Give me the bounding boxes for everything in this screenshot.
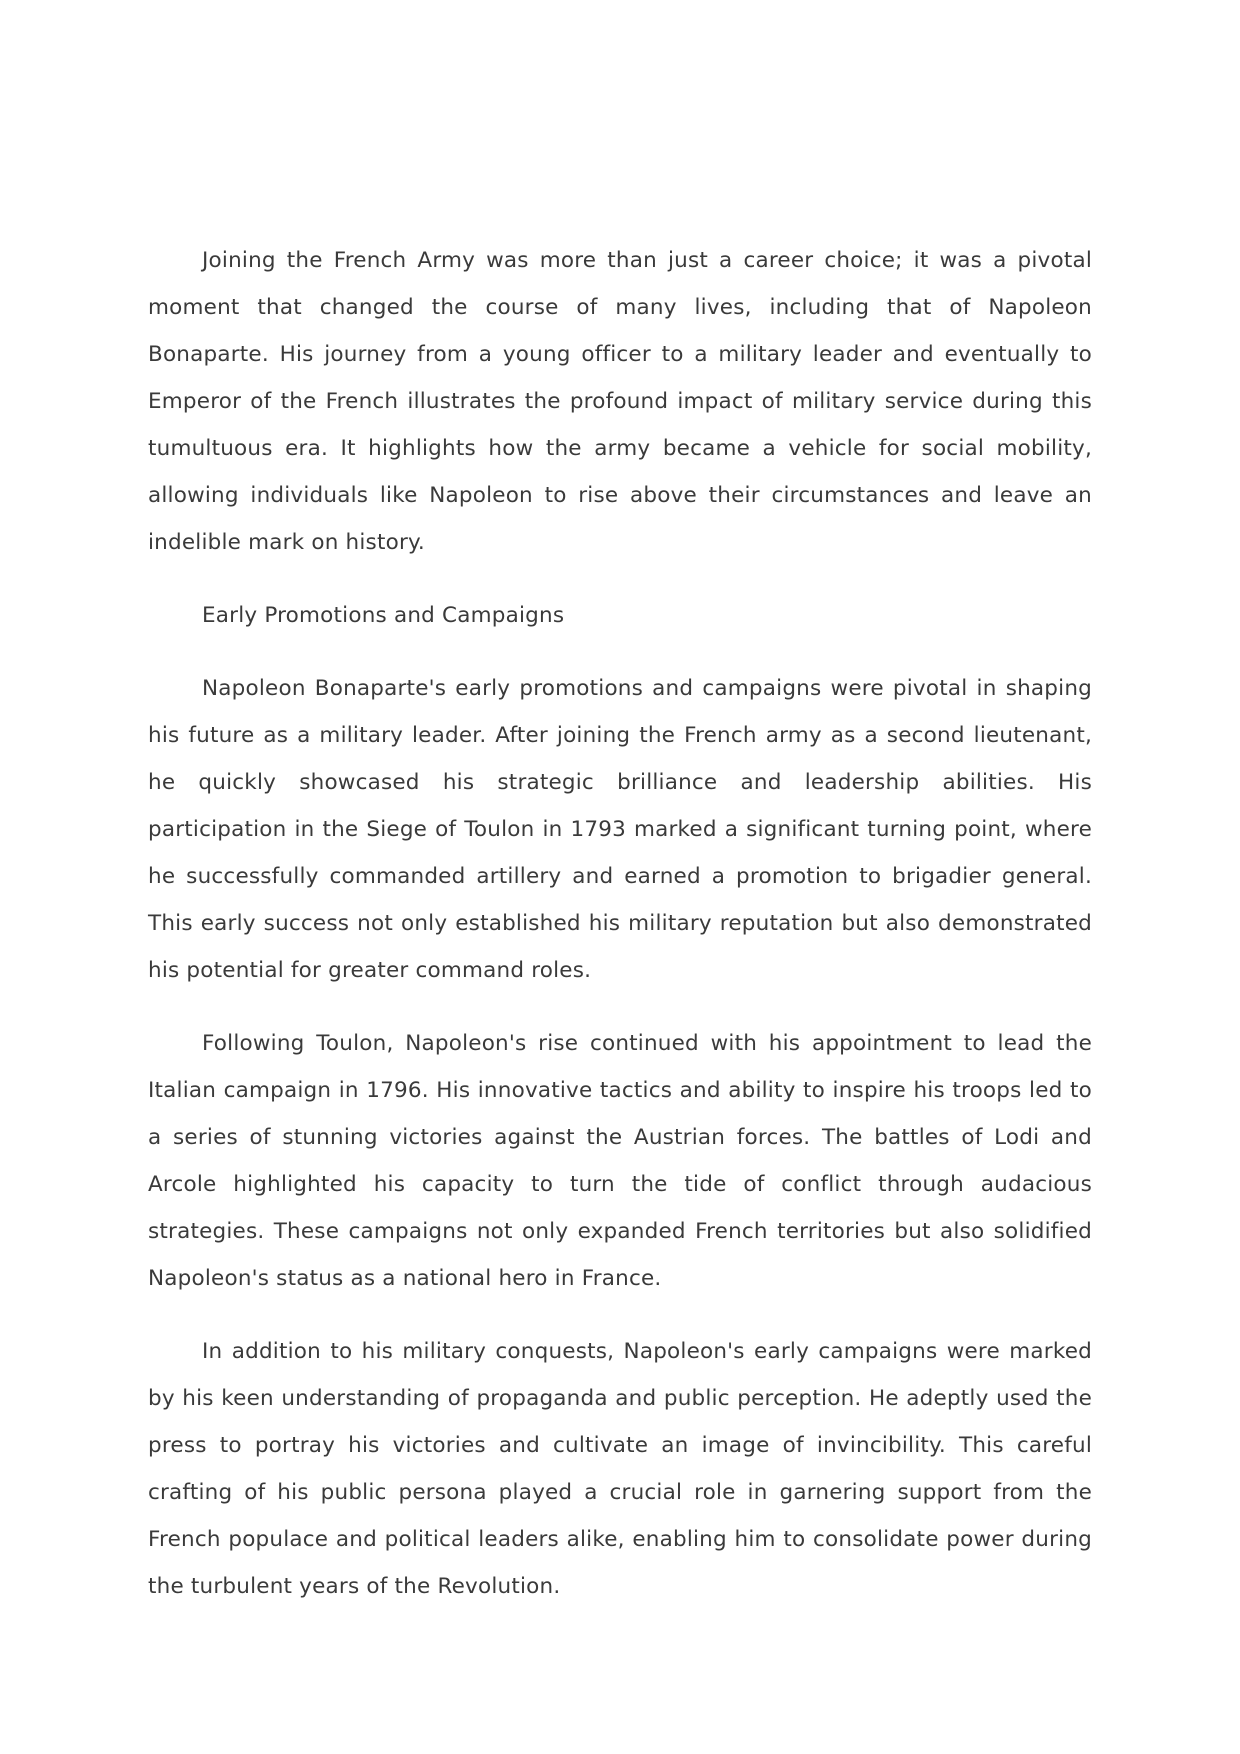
document-body: [148, 237, 1092, 1636]
paragraph-intro: Joining the French Army was more than just a career choice; it was a pivotal moment that changed the course of many lives, including that of Napoleon Bonaparte. His journey from a young officer to a military leader and eventually to Emperor of the French illustrates the profound impact of military service during this tumultuous era. It highlights how the army became a vehicle for social mobility, allowing individuals like Napoleon to rise above their circumstances and leave an indelible mark on history.: [148, 248, 1092, 555]
paragraph-propaganda: In addition to his military conquests, Napoleon's early campaigns were marked by his keen understanding of propaganda and public perception. He adeptly used the press to portray his victories and cultivate an image of invincibility. This careful crafting of his public persona played a crucial role in garnering support from the French populace and political leaders alike, enabling him to consolidate power during the turbulent years of the Revolution.: [148, 1339, 1092, 1599]
section-heading: Early Promotions and Campaigns: [202, 603, 565, 628]
paragraph-italian-campaign: Following Toulon, Napoleon's rise continued with his appointment to lead the Italian campaign in 1796. His innovative tactics and ability to inspire his troops led to a series of stunning victories against the Austrian forces. The battles of Lodi and Arcole highlighted his capacity to turn the tide of conflict through audacious strategies. These campaigns not only expanded French territories but also solidified Napoleon's status as a national hero in France.: [148, 1031, 1092, 1291]
paragraph-early-promotions: Napoleon Bonaparte's early promotions and campaigns were pivotal in shaping his future as a military leader. After joining the French army as a second lieutenant, he quickly showcased his strategic brilliance and leadership abilities. His participation in the Siege of Toulon in 1793 marked a significant turning point, where he successfully commanded artillery and earned a promotion to brigadier general. This early success not only established his military reputation but also demonstrated his potential for greater command roles.: [148, 676, 1092, 983]
